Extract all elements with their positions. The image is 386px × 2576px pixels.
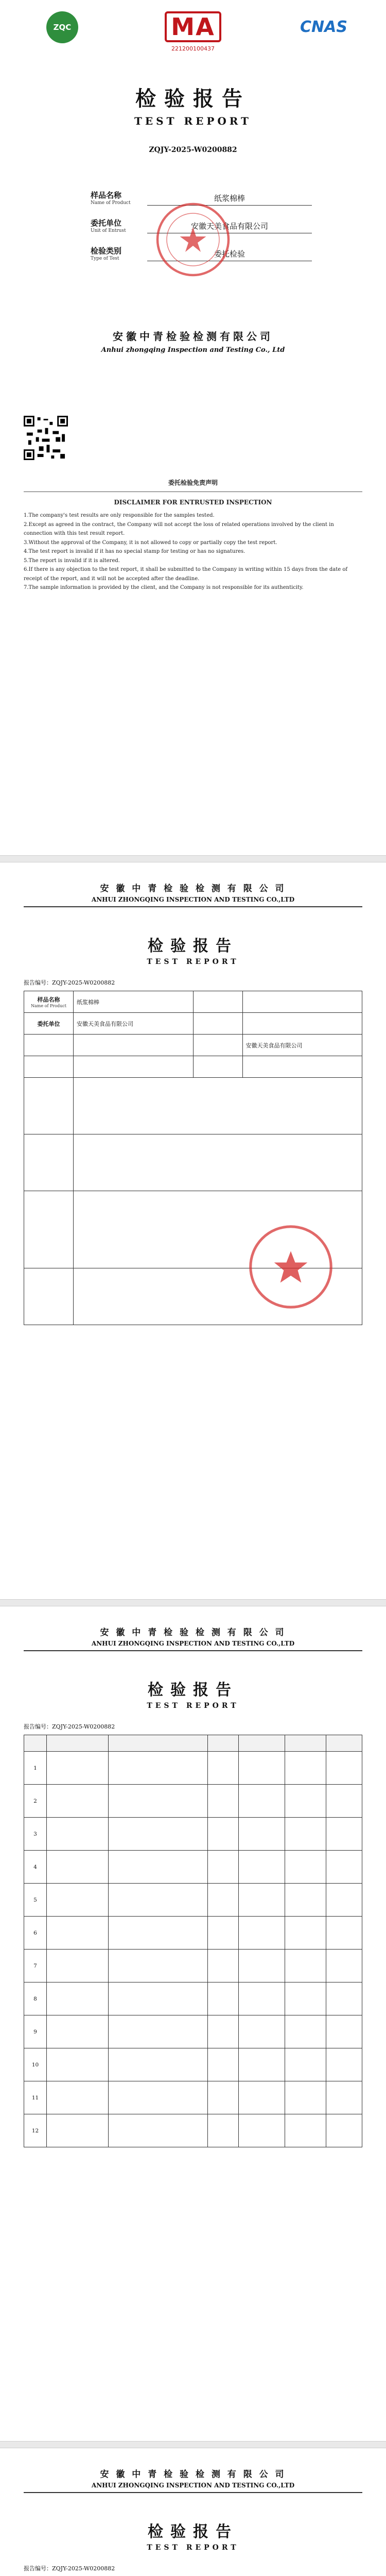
report-title: 检验报告 [148, 2523, 238, 2541]
report-number: 报告编号：ZQJY-2025-W0200882 [24, 2565, 115, 2572]
test-basis-value [74, 1134, 362, 1191]
row-number: 5 [24, 1884, 47, 1917]
table-row [24, 1752, 362, 1785]
disclaimer-title-en: DISCLAIMER FOR ENTRUSTED INSPECTION [114, 499, 272, 506]
table-row [24, 1013, 362, 1035]
table-cell [326, 1752, 362, 1785]
table-cell [47, 1752, 109, 1785]
table-cell [47, 1917, 109, 1950]
table-cell [285, 1785, 326, 1818]
cma-logo [154, 11, 232, 52]
table-cell [109, 1884, 208, 1917]
table-cell [239, 2048, 285, 2081]
cover-field-label: 样品名称 Name of Product [91, 191, 131, 206]
field-label [24, 1078, 74, 1134]
signature-row [24, 1346, 362, 1358]
cover-logos [24, 11, 362, 68]
table-cell [326, 1917, 362, 1950]
disclaimer-line: 5.The report is invalid if it is altered. [24, 557, 120, 564]
page-header-org: 安 徽 中 青 检 验 检 测 有 限 公 司 [100, 2469, 286, 2480]
column-header [208, 1735, 239, 1752]
row-number: 3 [24, 1818, 47, 1851]
page-separator [0, 2441, 386, 2448]
table-cell [208, 1982, 239, 2015]
table-cell [239, 1884, 285, 1917]
table-cell [239, 2114, 285, 2147]
test-type-value: 委托检验 [147, 248, 312, 261]
table-cell [285, 2114, 326, 2147]
table-cell [208, 1884, 239, 1917]
disclaimer-line: 1.The company's test results are only responsible for the samples tested. [24, 513, 215, 518]
table-row [24, 1785, 362, 1818]
table-row [24, 1917, 362, 1950]
table-cell [326, 1785, 362, 1818]
table-cell [47, 1818, 109, 1851]
table-cell [109, 1851, 208, 1884]
row-number: 4 [24, 1851, 47, 1884]
report-meta [24, 2564, 362, 2572]
page-header-org-en: ANHUI ZHONGQING INSPECTION AND TESTING CO.,LTD [91, 896, 295, 903]
field-value: 纸浆棉棒 [74, 991, 194, 1013]
field-value: 安徽天美食品有限公司 [242, 1035, 362, 1056]
row-number: 6 [24, 1917, 47, 1950]
cover-page [0, 0, 386, 855]
org-name: 安徽中青检验检测有限公司 [113, 330, 273, 343]
report-title-en: TEST REPORT [147, 2544, 239, 2552]
table-row [24, 991, 362, 1013]
report-title: 检验报告 [148, 937, 238, 955]
table-cell [47, 2114, 109, 2147]
field-value: 安徽天美食品有限公司 [74, 1013, 194, 1035]
field-label [193, 1056, 242, 1078]
client-name-value: 安徽天美食品有限公司 [147, 221, 312, 233]
table-cell [239, 1917, 285, 1950]
results-table [24, 1735, 362, 2147]
signer-block [356, 1346, 359, 1358]
table-cell [47, 2081, 109, 2114]
disclaimer-line: 4.The test report is invalid if it has no special stamp for testing or has no signatures. [24, 549, 245, 554]
table-cell [326, 2114, 362, 2147]
field-label [193, 1013, 242, 1035]
report-title-en: TEST REPORT [147, 1702, 239, 1710]
table-cell [208, 1818, 239, 1851]
table-row [24, 2048, 362, 2081]
summary-page [0, 862, 386, 1599]
cma-logo-icon: MA [165, 11, 221, 42]
page-header-org-en: ANHUI ZHONGQING INSPECTION AND TESTING CO.,LTD [91, 2482, 295, 2489]
table-cell [285, 1950, 326, 1982]
field-label: 委托单位 [24, 1013, 74, 1035]
column-header [326, 1735, 362, 1752]
table-cell [326, 1818, 362, 1851]
table-cell [109, 2015, 208, 2048]
table-cell [109, 1818, 208, 1851]
table-row [24, 1078, 362, 1134]
org-name-en: Anhui zhongqing Inspection and Testing Co., Ltd [101, 346, 285, 354]
table-cell [47, 1982, 109, 2015]
table-cell [208, 1785, 239, 1818]
table-cell [239, 1851, 285, 1884]
table-cell [239, 2015, 285, 2048]
table-row [24, 1035, 362, 1056]
zqc-logo-icon: ZQC [46, 11, 78, 43]
table-cell [47, 2015, 109, 2048]
table-cell [326, 2048, 362, 2081]
report-meta [24, 1722, 362, 1731]
report-title: 检验报告 [148, 1681, 238, 1699]
cover-field-label: 检验类别 Type of Test [91, 246, 122, 261]
table-cell [208, 2048, 239, 2081]
table-row [24, 2081, 362, 2114]
row-number: 1 [24, 1752, 47, 1785]
disclaimer-notice [24, 478, 362, 592]
field-label [24, 1134, 74, 1191]
disclaimer-title: 委托检验免责声明 [168, 479, 218, 486]
field-value [242, 991, 362, 1013]
table-cell [208, 1917, 239, 1950]
row-number: 2 [24, 1785, 47, 1818]
table-cell [326, 1982, 362, 2015]
field-label: 样品名称 Name of Product [24, 991, 74, 1013]
row-number: 11 [24, 2081, 47, 2114]
report-number: 报告编号：ZQJY-2025-W0200882 [24, 979, 115, 986]
table-cell [109, 1785, 208, 1818]
table-cell [285, 2081, 326, 2114]
table-cell [285, 1982, 326, 2015]
qr-code-icon [24, 416, 68, 460]
disclaimer-line: 7.The sample information is provided by the client, and the Company is not responsible for its authenticity. [24, 585, 304, 590]
table-cell [208, 2081, 239, 2114]
continuation-page [0, 2448, 386, 2576]
table-cell [285, 1818, 326, 1851]
table-cell [109, 1950, 208, 1982]
report-number: 报告编号：ZQJY-2025-W0200882 [24, 1723, 115, 1730]
field-value [242, 1013, 362, 1035]
signer-block [27, 1346, 30, 1358]
table-cell [239, 1818, 285, 1851]
page-separator [0, 855, 386, 862]
cover-title-en: TEST REPORT [134, 115, 252, 127]
row-number: 10 [24, 2048, 47, 2081]
product-name-value: 纸浆棉棒 [147, 193, 312, 206]
field-label [24, 1268, 74, 1325]
table-cell [326, 2081, 362, 2114]
table-row [24, 1056, 362, 1078]
table-cell [47, 2048, 109, 2081]
report-title-en: TEST REPORT [147, 958, 239, 966]
row-number: 8 [24, 1982, 47, 2015]
table-cell [285, 1851, 326, 1884]
table-cell [109, 2081, 208, 2114]
field-value [74, 1035, 194, 1056]
report-number: ZQJY-2025-W0200882 [149, 146, 237, 154]
table-row [24, 1134, 362, 1191]
table-cell [285, 1917, 326, 1950]
table-cell [208, 1851, 239, 1884]
table-row [24, 1851, 362, 1884]
table-cell [109, 1982, 208, 2015]
table-cell [208, 1752, 239, 1785]
table-cell [285, 2015, 326, 2048]
table-row [24, 1818, 362, 1851]
table-row [24, 2114, 362, 2147]
column-header [239, 1735, 285, 1752]
signer-block [191, 1346, 195, 1358]
table-cell [285, 2048, 326, 2081]
zqc-logo [24, 11, 101, 43]
table-cell [109, 1917, 208, 1950]
page-header-org-en: ANHUI ZHONGQING INSPECTION AND TESTING CO.,LTD [91, 1640, 295, 1647]
table-cell [326, 2015, 362, 2048]
table-cell [47, 1851, 109, 1884]
row-number: 12 [24, 2114, 47, 2147]
field-label [193, 991, 242, 1013]
table-cell [239, 1752, 285, 1785]
divider [24, 1650, 362, 1651]
table-cell [326, 1851, 362, 1884]
divider [24, 906, 362, 907]
cover-field-label: 委托单位 Unit of Entrust [91, 218, 126, 233]
test-items-value [74, 1078, 362, 1134]
field-value [74, 1056, 194, 1078]
table-row [24, 2015, 362, 2048]
cnas-logo [285, 11, 362, 45]
table-row [24, 1982, 362, 2015]
field-value [242, 1056, 362, 1078]
table-cell [208, 1950, 239, 1982]
table-cell [239, 1950, 285, 1982]
row-number: 7 [24, 1950, 47, 1982]
table-row [24, 1884, 362, 1917]
disclaimer-line: 3.Without the approval of the Company, it is not allowed to copy or partially copy the test report. [24, 539, 277, 546]
report-meta [24, 978, 362, 987]
page-separator [0, 1599, 386, 1606]
field-label [24, 1035, 74, 1056]
disclaimer-line: 6.If there is any objection to the test report, it shall be submitted to the Company in writing within 15 days from the date of receipt of the report, and it will not be accepted after the deadline. [24, 567, 348, 582]
results-page [0, 1606, 386, 2441]
table-cell [47, 1950, 109, 1982]
column-header [109, 1735, 208, 1752]
table-cell [239, 2081, 285, 2114]
cma-number: 221200100437 [171, 45, 215, 52]
column-header [24, 1735, 47, 1752]
table-row [24, 1950, 362, 1982]
page-header-org: 安 徽 中 青 检 验 检 测 有 限 公 司 [100, 884, 286, 894]
cnas-logo-icon: CNAS [300, 18, 347, 36]
table-cell [239, 1982, 285, 2015]
column-header [285, 1735, 326, 1752]
table-cell [239, 1785, 285, 1818]
table-cell [109, 2114, 208, 2147]
table-cell [47, 1884, 109, 1917]
page-header-org: 安 徽 中 青 检 验 检 测 有 限 公 司 [100, 1628, 286, 1638]
column-header [47, 1735, 109, 1752]
table-cell [208, 2114, 239, 2147]
row-number: 9 [24, 2015, 47, 2048]
field-label [193, 1035, 242, 1056]
table-cell [326, 1950, 362, 1982]
field-label [24, 1191, 74, 1268]
red-seal-icon [247, 1223, 335, 1311]
table-cell [109, 1752, 208, 1785]
divider [24, 2492, 362, 2493]
table-cell [285, 1752, 326, 1785]
disclaimer-line: 2.Except as agreed in the contract, the Company will not accept the loss of related operations involved by the client in connection with this test result report. [24, 521, 334, 536]
table-cell [285, 1884, 326, 1917]
table-cell [47, 1785, 109, 1818]
table-cell [109, 2048, 208, 2081]
cover-title: 检验报告 [135, 87, 251, 111]
table-cell [208, 2015, 239, 2048]
table-header-row [24, 1735, 362, 1752]
table-cell [326, 1884, 362, 1917]
red-seal-icon [154, 201, 232, 278]
field-label [24, 1056, 74, 1078]
